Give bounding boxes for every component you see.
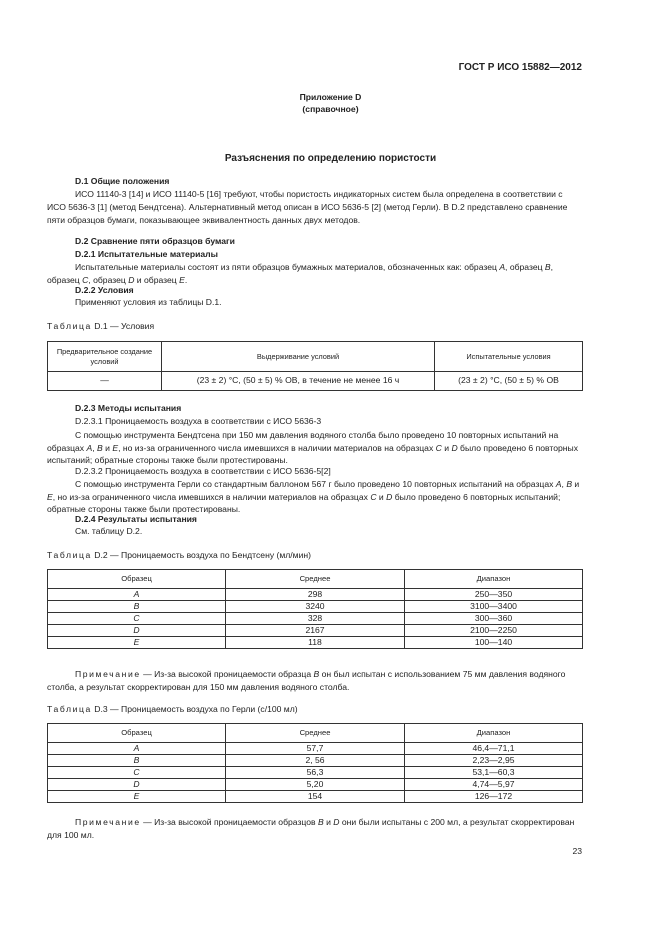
standard-number: ГОСТ Р ИСО 15882—2012 [458, 62, 582, 73]
table2-header: Среднее [226, 570, 405, 589]
d23-heading: D.2.3 Методы испытания [75, 403, 182, 413]
table-row [48, 791, 583, 803]
sample-cell: B [133, 601, 140, 611]
annex-title: Приложение D [299, 92, 362, 102]
table3-header: Диапазон [405, 724, 583, 743]
sample-cell: D [133, 625, 140, 635]
table2-header: Диапазон [405, 570, 583, 589]
mean-cell: 56,3 [226, 767, 405, 779]
sample-cell: A [133, 589, 140, 599]
table1-header: Выдерживание условий [162, 342, 435, 372]
d232-heading: D.2.3.2 Проницаемость воздуха в соответствии с ИСО 5636-5[2] [75, 466, 331, 476]
mean-cell: 2167 [226, 625, 405, 637]
range-cell: 100—140 [405, 637, 583, 649]
table1-caption: Таблица D.1 — Условия [47, 321, 155, 331]
table-row [48, 372, 583, 391]
table3-header: Среднее [226, 724, 405, 743]
mean-cell: 118 [226, 637, 405, 649]
table1-cell: — [48, 372, 162, 391]
table2-header: Образец [48, 570, 226, 589]
table-row [48, 767, 583, 779]
table3-header: Образец [48, 724, 226, 743]
d2-heading: D.2 Сравнение пяти образцов бумаги [75, 236, 235, 246]
table2-caption: Таблица D.2 — Проницаемость воздуха по Бендтсену (мл/мин) [47, 550, 312, 560]
mean-cell: 328 [226, 613, 405, 625]
table-row [48, 743, 583, 755]
d24-heading: D.2.4 Результаты испытания [75, 514, 197, 524]
table-row [48, 589, 583, 601]
table-row [48, 613, 583, 625]
table1-header: Испытательные условия [435, 342, 583, 372]
range-cell: 2,23—2,95 [405, 755, 583, 767]
table-row [48, 625, 583, 637]
mean-cell: 57,7 [226, 743, 405, 755]
table-row [48, 637, 583, 649]
d232-paragraph: С помощью инструмента Герли со стандартным баллоном 567 г было проведено 10 повторных испытаний на образцах A, B и E, но из-за ограниченного числа имевшихся в наличии материалов на образцах C и D было проведено 6 повторных испытаний; обратные стороны также были протестированы. [47, 479, 580, 514]
bendtsen-table [47, 569, 583, 649]
d231-heading: D.2.3.1 Проницаемость воздуха в соответствии с ИСО 5636-3 [75, 416, 322, 426]
mean-cell: 154 [226, 791, 405, 803]
range-cell: 2100—2250 [405, 625, 583, 637]
note1: Примечание — Из-за высокой проницаемости образца B он был испытан с использованием 75 мм давления водяного столба, а результат скорректирован для 150 мм давления водяного столба. [47, 669, 566, 692]
mean-cell: 3240 [226, 601, 405, 613]
range-cell: 46,4—71,1 [405, 743, 583, 755]
table-row [48, 779, 583, 791]
d231-paragraph: С помощью инструмента Бендтсена при 150 мм давления водяного столба было проведено 10 повторных испытаний на образцах A, B и E, но из-за ограниченного числа имевшихся в наличии материалов на образцах C и D было проведено 6 повторных испытаний; обратные стороны также были протестированы. [47, 430, 579, 465]
mean-cell: 298 [226, 589, 405, 601]
table-row [48, 601, 583, 613]
sample-cell: C [133, 767, 140, 777]
d22-paragraph: Применяют условия из таблицы D.1. [75, 297, 222, 307]
note2: Примечание — Из-за высокой проницаемости образцов B и D они были испытаны с 200 мл, а результат скорректирован для 100 мл. [47, 817, 575, 840]
sample-cell: E [133, 637, 140, 647]
d24-paragraph: См. таблицу D.2. [75, 526, 143, 536]
d1-paragraph: ИСО 11140-3 [14] и ИСО 11140-5 [16] требуют, чтобы пористость индикаторных систем была определена в соответствии с ИСО 5636-3 [1] (метод Бендтсена). Альтернативный метод описан в ИСО 5636-5 [2] (метод Герли). В D.2 представлено сравнение пяти образцов бумаги, показывающее эквивалентность данных двух методов. [47, 189, 568, 225]
sample-cell: C [133, 613, 140, 623]
range-cell: 4,74—5,97 [405, 779, 583, 791]
section-title: Разъяснения по определению пористости [224, 153, 437, 164]
annex-subtitle: (справочное) [302, 104, 359, 114]
range-cell: 3100—3400 [405, 601, 583, 613]
d21-heading: D.2.1 Испытательные материалы [75, 249, 218, 259]
d21-paragraph: Испытательные материалы состоят из пяти образцов бумажных материалов, обозначенных как: образец A, образец B, образец C, образец D и образец E. [47, 262, 554, 285]
sample-cell: E [133, 791, 140, 801]
conditions-table [47, 341, 583, 391]
range-cell: 300—360 [405, 613, 583, 625]
table1-cell: (23 ± 2) °С, (50 ± 5) % ОВ, в течение не менее 16 ч [162, 372, 435, 391]
d1-heading: D.1 Общие положения [75, 176, 170, 186]
sample-cell: D [133, 779, 140, 789]
table3-caption: Таблица D.3 — Проницаемость воздуха по Герли (с/100 мл) [47, 704, 298, 714]
mean-cell: 5,20 [226, 779, 405, 791]
page-number: 23 [572, 846, 582, 856]
sample-cell: A [133, 743, 140, 753]
table1-header: Предварительное создание условий [48, 342, 162, 372]
gurley-table [47, 723, 583, 803]
mean-cell: 2, 56 [226, 755, 405, 767]
table1-cell: (23 ± 2) °С, (50 ± 5) % ОВ [435, 372, 583, 391]
range-cell: 126—172 [405, 791, 583, 803]
range-cell: 250—350 [405, 589, 583, 601]
d22-heading: D.2.2 Условия [75, 285, 134, 295]
sample-cell: B [133, 755, 140, 765]
range-cell: 53,1—60,3 [405, 767, 583, 779]
table-row [48, 755, 583, 767]
